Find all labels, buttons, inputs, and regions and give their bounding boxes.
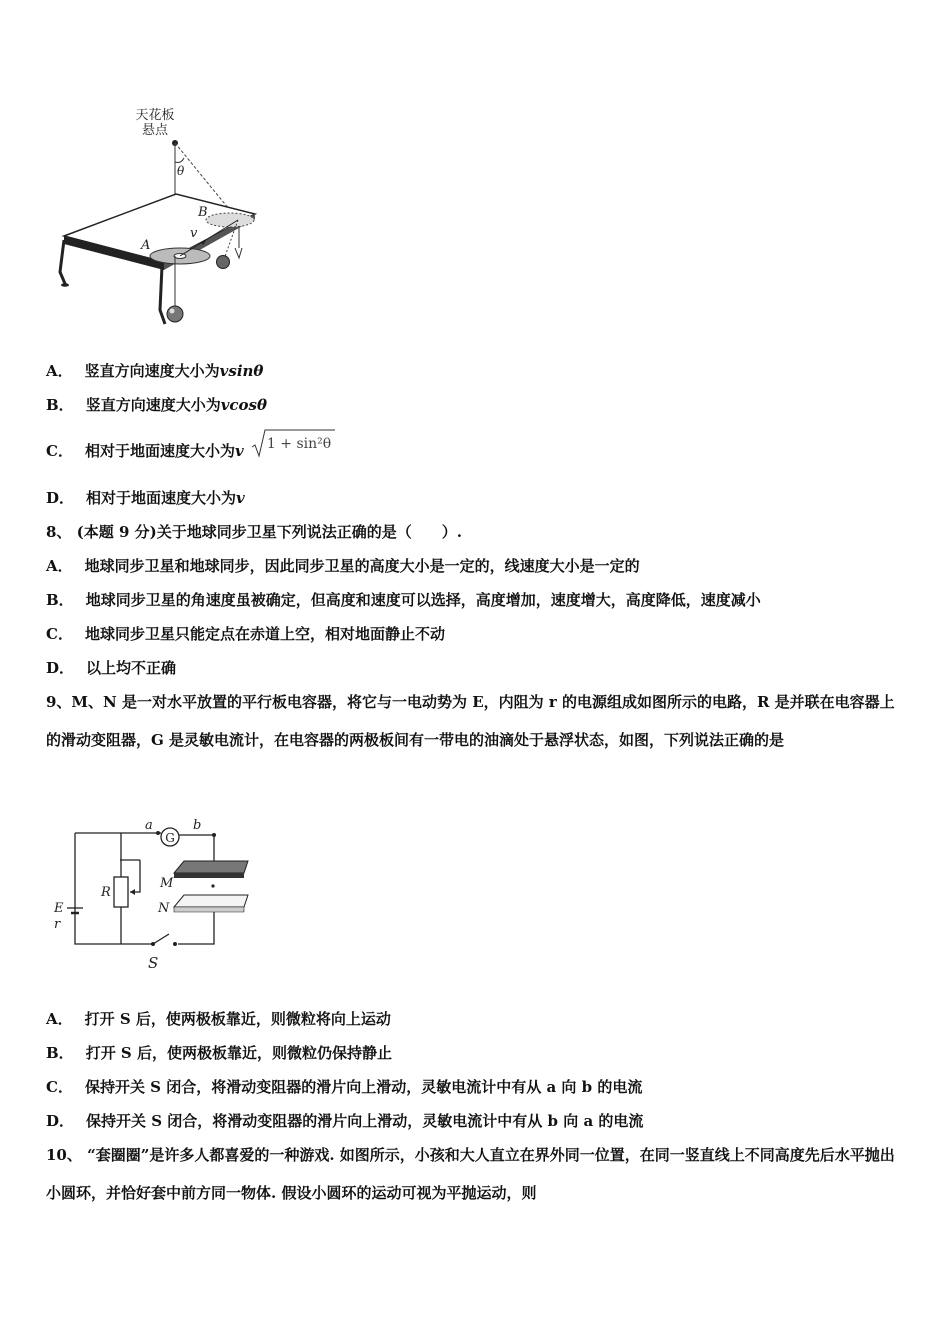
q8-option-a [46, 556, 640, 576]
capacitor-circuit-figure [48, 815, 258, 975]
option-label: D． [46, 1112, 75, 1130]
option-text: 竖直方向速度大小为 [84, 362, 220, 380]
option-expr: v [234, 442, 244, 460]
option-label: C． [46, 442, 73, 460]
option-text: 地球同步卫星只能定点在赤道上空，相对地面静止不动 [84, 625, 445, 643]
option-label: C． [46, 625, 73, 643]
q9-option-d [46, 1111, 643, 1131]
option-text: 以上均不正确 [86, 659, 177, 677]
q8-option-b [46, 590, 761, 610]
option-label: C． [46, 1078, 73, 1096]
option-label: D． [46, 659, 75, 677]
q10-stem: 10、 “套圈圈”是许多人都喜爱的一种游戏. 如图所示，小孩和大人直立在界外同一位置，在同一竖直线上不同高度先后水平抛出小圆环，并恰好套中前方同一物体. 假设小圆环的运动可视为平抛运动，则 [46, 1146, 895, 1202]
label-pivot: 悬点 [141, 123, 169, 138]
option-label: A． [46, 362, 73, 380]
pendulum-table-figure [50, 100, 270, 335]
option-text: 打开 S 后，使两极板靠近，则微粒仍保持静止 [85, 1044, 392, 1062]
q7-option-b [46, 395, 267, 415]
q9-option-b [46, 1043, 392, 1063]
option-label: B． [46, 1044, 74, 1062]
option-expr: vsinθ [219, 362, 264, 380]
label-r: r [54, 917, 61, 932]
option-text: 地球同步卫星和地球同步，因此同步卫星的高度大小是一定的，线速度大小是一定的 [84, 557, 640, 575]
option-text: 相对于地面速度大小为 [84, 442, 235, 460]
option-text: 保持开关 S 闭合，将滑动变阻器的滑片向上滑动，灵敏电流计中有从 b 向 a 的电流 [86, 1112, 644, 1130]
q7-option-d [46, 488, 245, 508]
label-A: A [141, 238, 151, 253]
option-text: 打开 S 后，使两极板靠近，则微粒将向上运动 [84, 1010, 391, 1028]
q9-stem: 9、M、N 是一对水平放置的平行板电容器，将它与一电动势为 E，内阻为 r 的电源组成如图所示的电路，R 是并联在电容器上的滑动变阻器，G 是灵敏电流计，在电容器的两极板间有一带电的油滴处于悬浮状态，如图，下列说法正确的是 [46, 693, 895, 749]
label-theta: θ [177, 164, 185, 178]
option-expr: vcosθ [220, 396, 268, 414]
label-G: G [165, 831, 175, 845]
option-text: 竖直方向速度大小为 [85, 396, 221, 414]
option-label: B． [46, 396, 74, 414]
q9-option-c [46, 1077, 642, 1097]
q9-option-a [46, 1009, 391, 1029]
option-text: 地球同步卫星的角速度虽被确定，但高度和速度可以选择，高度增加，速度增大，高度降低，速度减小 [85, 591, 761, 609]
option-label: A． [46, 557, 73, 575]
label-N: N [158, 901, 170, 916]
option-expr: v [236, 489, 245, 507]
label-B: B [198, 205, 208, 220]
label-M: M [160, 876, 174, 891]
option-label: B． [46, 591, 74, 609]
option-text: 保持开关 S 闭合，将滑动变阻器的滑片向上滑动，灵敏电流计中有从 a 向 b 的电流 [84, 1078, 643, 1096]
option-text: 相对于地面速度大小为 [86, 489, 237, 507]
q7-option-c [46, 436, 332, 462]
label-S: S [148, 954, 159, 972]
q8-option-c [46, 624, 445, 644]
option-label: A． [46, 1010, 73, 1028]
label-v: v [190, 226, 198, 241]
q8-stem: 8、 (本题 9 分)关于地球同步卫星下列说法正确的是（ ）. [46, 523, 462, 541]
q7-option-a [46, 361, 263, 381]
label-R: R [101, 885, 111, 900]
label-E: E [54, 901, 64, 916]
label-b: b [193, 818, 202, 833]
sqrt-expression [249, 436, 332, 462]
label-a: a [145, 818, 153, 833]
label-ceiling: 天花板 [135, 108, 175, 123]
option-label: D． [46, 489, 75, 507]
sqrt-radicand: 1 + sin²θ [266, 436, 332, 452]
q8-option-d [46, 658, 176, 678]
